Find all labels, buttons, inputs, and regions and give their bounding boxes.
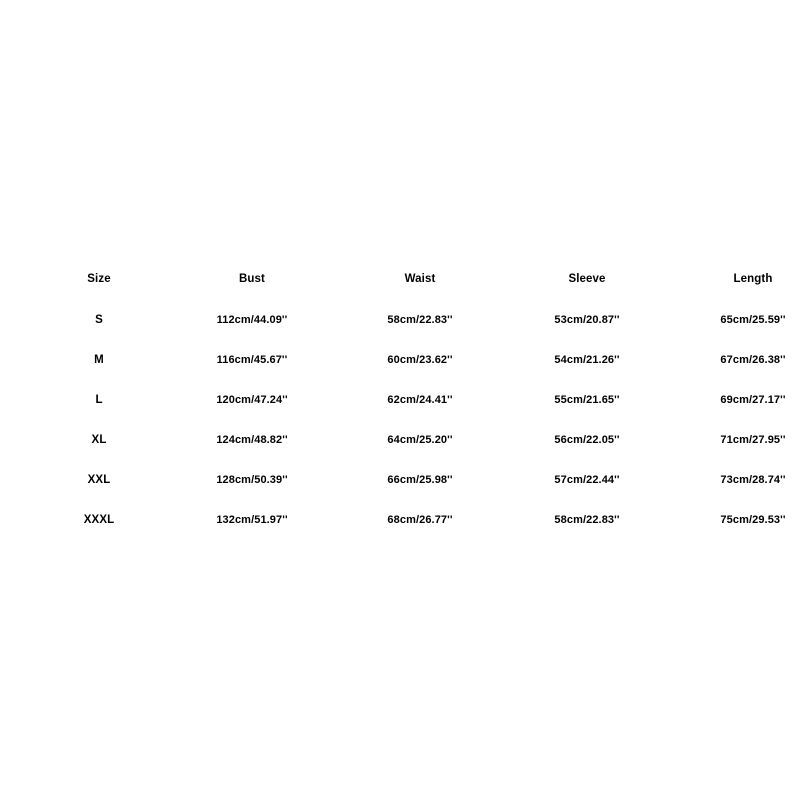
cell-length: 71cm/27.95'' xyxy=(720,434,786,446)
column-header-sleeve: Sleeve xyxy=(568,273,606,285)
column-header-length: Length xyxy=(733,273,773,285)
cell-waist: 62cm/24.41'' xyxy=(387,394,453,406)
cell-size: M xyxy=(94,354,104,366)
size-chart-table xyxy=(30,258,800,540)
cell-size: L xyxy=(95,394,103,406)
cell-bust: 112cm/44.09'' xyxy=(216,314,288,326)
column-header-bust: Bust xyxy=(239,273,265,285)
cell-sleeve: 58cm/22.83'' xyxy=(554,514,620,526)
table-row xyxy=(30,420,800,460)
cell-length: 73cm/28.74'' xyxy=(720,474,786,486)
cell-waist: 68cm/26.77'' xyxy=(387,514,453,526)
cell-sleeve: 57cm/22.44'' xyxy=(554,474,620,486)
cell-waist: 58cm/22.83'' xyxy=(387,314,453,326)
cell-size: S xyxy=(95,314,103,326)
cell-length: 67cm/26.38'' xyxy=(720,354,786,366)
table-header xyxy=(30,258,800,300)
cell-length: 75cm/29.53'' xyxy=(720,514,786,526)
table-row xyxy=(30,340,800,380)
cell-bust: 120cm/47.24'' xyxy=(216,394,288,406)
cell-waist: 64cm/25.20'' xyxy=(387,434,453,446)
cell-waist: 60cm/23.62'' xyxy=(387,354,453,366)
column-header-size: Size xyxy=(87,273,111,285)
table-row xyxy=(30,500,800,540)
cell-waist: 66cm/25.98'' xyxy=(387,474,453,486)
cell-length: 65cm/25.59'' xyxy=(720,314,786,326)
cell-size: XXL xyxy=(87,474,111,486)
cell-bust: 128cm/50.39'' xyxy=(216,474,288,486)
cell-bust: 124cm/48.82'' xyxy=(216,434,288,446)
cell-size: XXXL xyxy=(83,514,115,526)
cell-bust: 116cm/45.67'' xyxy=(216,354,288,366)
cell-sleeve: 56cm/22.05'' xyxy=(554,434,620,446)
table-row xyxy=(30,460,800,500)
table-body xyxy=(30,300,800,540)
cell-sleeve: 53cm/20.87'' xyxy=(554,314,620,326)
cell-length: 69cm/27.17'' xyxy=(720,394,786,406)
cell-size: XL xyxy=(91,434,107,446)
column-header-waist: Waist xyxy=(404,273,436,285)
cell-bust: 132cm/51.97'' xyxy=(216,514,288,526)
cell-sleeve: 54cm/21.26'' xyxy=(554,354,620,366)
cell-sleeve: 55cm/21.65'' xyxy=(554,394,620,406)
header-row xyxy=(30,258,800,300)
table-row xyxy=(30,380,800,420)
table-row xyxy=(30,300,800,340)
